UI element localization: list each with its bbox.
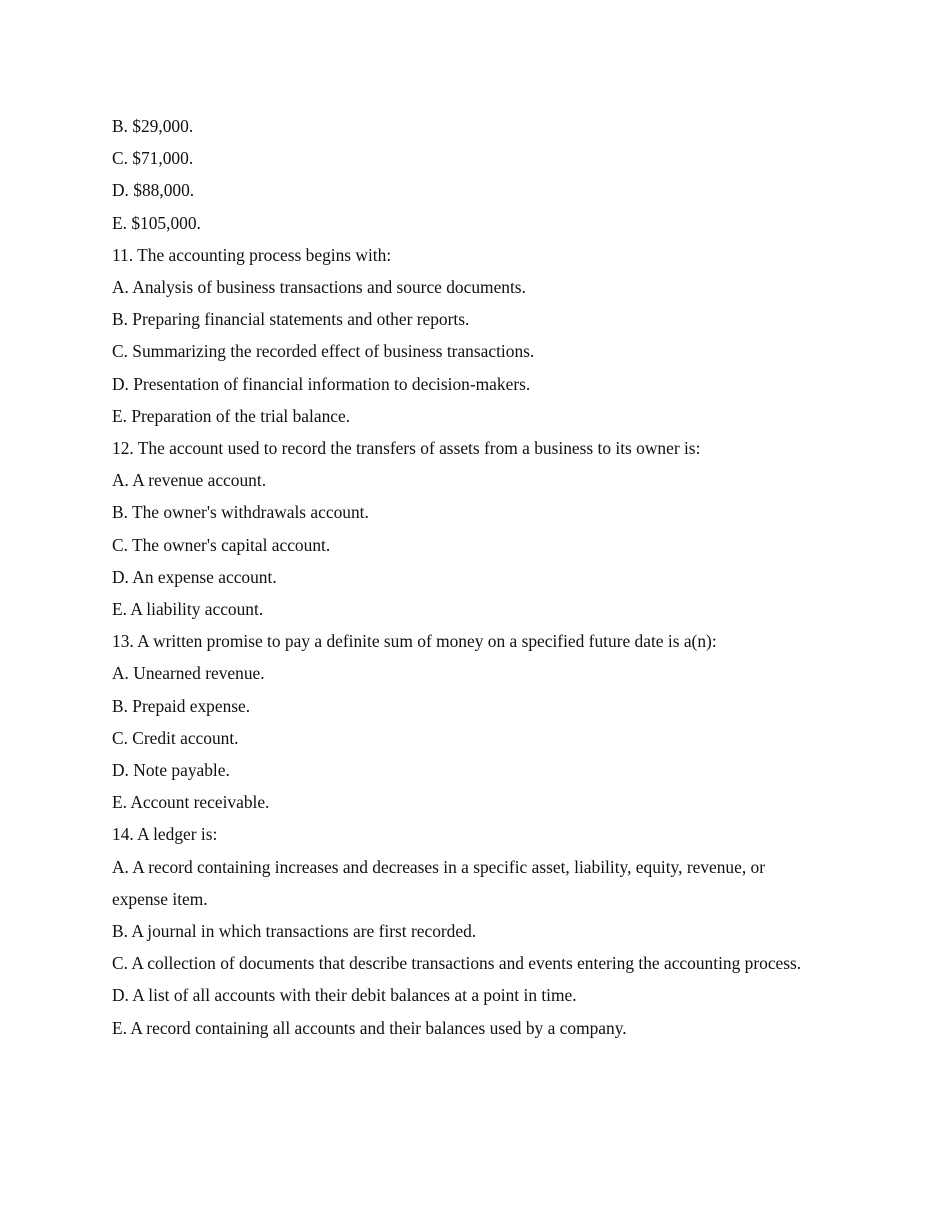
question-text: 14. A ledger is: [112, 824, 218, 845]
answer-option: D. An expense account. [112, 566, 277, 587]
answer-option: E. Account receivable. [112, 792, 270, 813]
answer-option: B. The owner's withdrawals account. [112, 502, 369, 523]
answer-option: D. $88,000. [112, 180, 195, 201]
question-text: 13. A written promise to pay a definite sum of money on a specified future date is a(n): [112, 631, 717, 652]
document-page [112, 110, 824, 1044]
answer-option: E. Preparation of the trial balance. [112, 405, 351, 426]
answer-option: B. Preparing financial statements and other reports. [112, 309, 470, 330]
answer-option: A. Analysis of business transactions and source documents. [112, 277, 526, 298]
question-text: 11. The accounting process begins with: [112, 244, 392, 265]
answer-option: E. $105,000. [112, 212, 201, 233]
answer-option: E. A record containing all accounts and their balances used by a company. [112, 1017, 627, 1038]
answer-option: C. $71,000. [112, 148, 194, 169]
answer-option: D. Note payable. [112, 760, 230, 781]
answer-option: C. Credit account. [112, 727, 239, 748]
answer-option: D. A list of all accounts with their debit balances at a point in time. [112, 985, 577, 1006]
answer-option: D. Presentation of financial information to decision-makers. [112, 373, 531, 394]
answer-option: B. A journal in which transactions are first recorded. [112, 921, 477, 942]
answer-option: C. A collection of documents that describe transactions and events entering the accounting process. [112, 953, 802, 974]
answer-option: A. A revenue account. [112, 470, 267, 491]
answer-option: E. A liability account. [112, 599, 264, 620]
answer-option: B. $29,000. [112, 116, 194, 136]
answer-option: A. Unearned revenue. [112, 663, 265, 684]
answer-option: A. A record containing increases and decreases in a specific asset, liability, equity, revenue, or expense item. [112, 856, 766, 909]
answer-option: C. Summarizing the recorded effect of business transactions. [112, 341, 535, 362]
answer-option: C. The owner's capital account. [112, 534, 331, 555]
question-text: 12. The account used to record the transfers of assets from a business to its owner is: [112, 438, 701, 459]
answer-option: B. Prepaid expense. [112, 695, 251, 716]
